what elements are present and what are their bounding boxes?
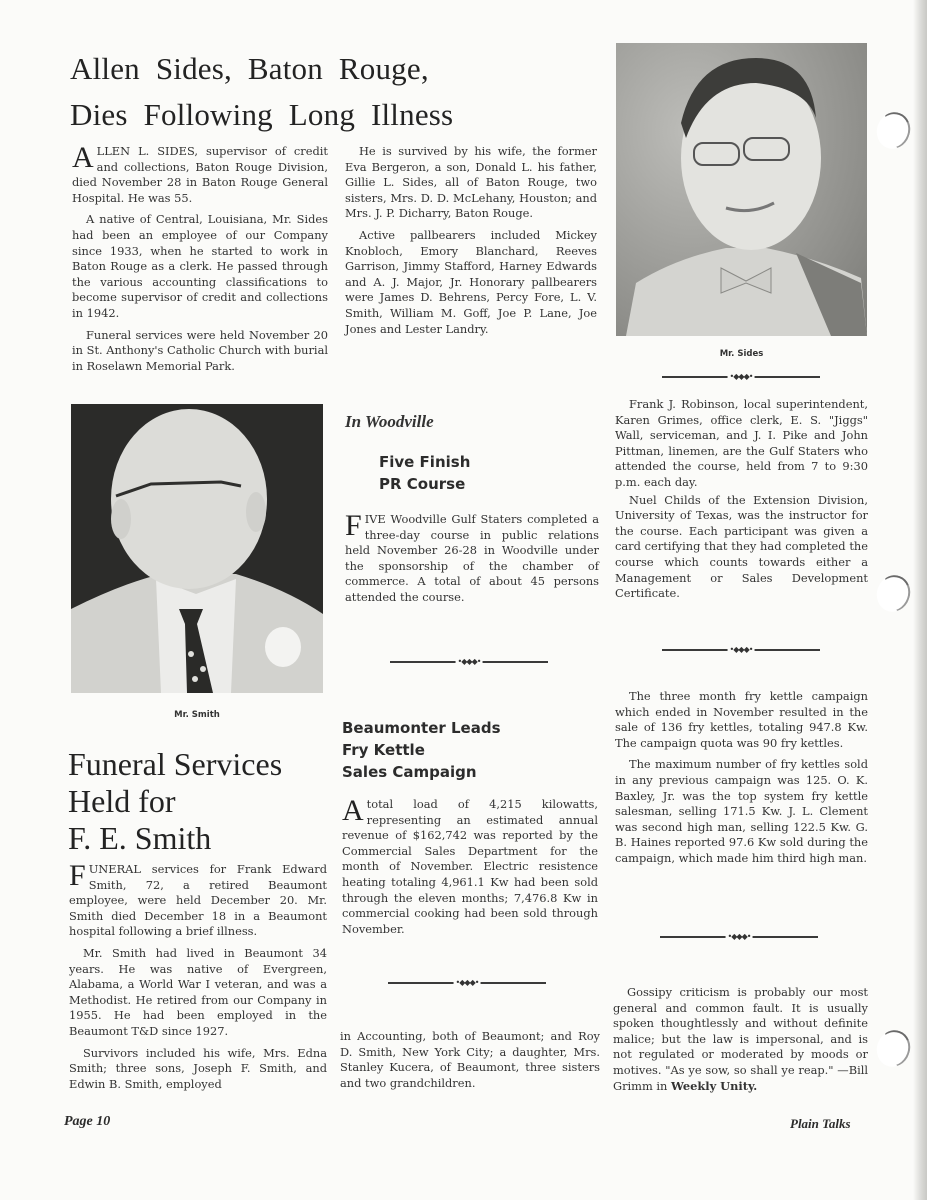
drop-cap: F — [345, 509, 362, 542]
divider-ornament: •◆◆◆• — [727, 932, 751, 941]
smith-article-col1 — [69, 859, 327, 1098]
woodville-headline — [345, 412, 434, 432]
headline-line: Beaumonter Leads — [342, 719, 501, 737]
paragraph — [69, 859, 327, 940]
woodville-article-col3 — [615, 397, 868, 608]
paragraph: Funeral services were held November 20 in St. Anthony's Catholic Church with burial in Roselawn Memorial Park. — [72, 327, 328, 373]
page-number: Page 10 — [64, 1114, 111, 1129]
publication-name: Plain Talks — [790, 1116, 851, 1131]
divider-ornament: •◆◆◆• — [457, 657, 481, 666]
paragraph: Nuel Childs of the Extension Division, University of Texas, was the instructor for the course. Each participant was given a card certifying that they had completed the course which counts towards either a Management or Sales Development Certificate. — [615, 492, 868, 601]
headline-line: Funeral Services — [68, 746, 283, 782]
paragraph — [342, 794, 598, 937]
paragraph-text: LLEN L. SIDES, supervisor of credit and collections, Baton Rouge Division, died November 28 in Baton Rouge General Hospital. He was 55. — [72, 144, 328, 205]
fry-kettle-headline — [342, 717, 501, 783]
photo-mr-smith — [71, 404, 323, 693]
paragraph: Survivors included his wife, Mrs. Edna Smith; three sons, Joseph F. Smith, and Edwin B. Smith, employed — [69, 1045, 327, 1091]
paragraph-text: total load of 4,215 kilowatts, representing an estimated annual revenue of $162,742 was reported by the Commercial Sales Department for the month of November. Electric resistence heating totaling 4,961.1 Kw had been sold through the eleven months; 7,476.8 Kw in commercial cooking had been sold through November. — [342, 797, 598, 936]
photo-caption: Mr. Sides — [719, 349, 764, 359]
section-divider — [390, 658, 548, 666]
woodville-title — [379, 451, 470, 495]
filler-quote — [613, 985, 868, 1100]
paragraph: Active pallbearers included Mickey Knobloch, Emory Blanchard, Reeves Garrison, Jimmy Stafford, Harney Edwards and A. J. Major, Jr. Honorary pallbearers were James D. Behrens, Percy Fore, L. V. Smith, William M. Goff, Joe P. Lane, Joe Jones and Lester Landry. — [345, 227, 597, 336]
divider-ornament: •◆◆◆• — [729, 645, 753, 654]
paragraph: The three month fry kettle campaign which ended in November resulted in the sale of 136 fry kettles, totaling 947.8 Kw. The campaign quota was 90 fry kettles. — [615, 689, 868, 750]
paragraph: Frank J. Robinson, local superintendent, Karen Grimes, office clerk, E. S. "Jiggs" Wall, serviceman, and J. I. Pike and John Pittman, linemen, are the Gulf Staters who attended the course, held from 7 to 9:30 p.m. each day. — [615, 397, 868, 489]
drop-cap: A — [342, 794, 364, 827]
smith-article-continuation — [340, 1029, 600, 1097]
portrait-illustration — [71, 404, 323, 693]
binder-hole — [872, 107, 916, 153]
drop-cap: F — [69, 859, 86, 892]
headline-line: Held for — [68, 783, 176, 819]
portrait-illustration — [616, 43, 867, 336]
sides-article-col1 — [72, 141, 328, 380]
section-divider — [388, 979, 546, 987]
headline-line: Sales Campaign — [342, 763, 477, 781]
fry-kettle-article-col2 — [342, 794, 598, 943]
headline-line: F. E. Smith — [68, 820, 212, 856]
paragraph: He is survived by his wife, the former Eva Bergeron, a son, Donald L. his father, Gillie L. Sides, all of Baton Rouge, two sisters, Mrs. D. D. McLehany, Houston; and Mrs. J. P. Dicharry, Baton Rouge. — [345, 144, 597, 221]
sides-article-col2 — [345, 144, 597, 343]
woodville-article-col2 — [345, 509, 599, 612]
paragraph: Mr. Smith had lived in Beaumont 34 years. He was native of Evergreen, Alabama, a World War I veteran, and was a Methodist. He retired from our Company in 1955. He had been employed in the Beaumont T&D since 1927. — [69, 945, 327, 1038]
section-divider — [662, 373, 820, 381]
headline-line: PR Course — [379, 475, 466, 493]
quote-source: Weekly Unity. — [671, 1078, 758, 1093]
binder-hole — [872, 570, 916, 616]
headline-line: Fry Kettle — [342, 741, 425, 759]
divider-ornament: •◆◆◆• — [455, 978, 479, 987]
paragraph — [345, 509, 599, 606]
fry-kettle-article-col3 — [615, 689, 868, 873]
sides-headline — [70, 46, 610, 138]
binder-hole — [872, 1025, 916, 1071]
kicker: In Woodville — [345, 412, 434, 431]
photo-caption: Mr. Smith — [174, 710, 220, 720]
paragraph — [72, 141, 328, 206]
section-divider — [662, 646, 820, 654]
photo-mr-sides — [616, 43, 867, 336]
quote-text: Gossipy criticism is probably our most general and common fault. It is usually spoken thoughtlessly and without definite malice; but the law is impersonal, and is not regulated or moderated by moods or motives. "As ye sow, so shall ye reap." —Bill Grimm in — [613, 985, 868, 1093]
page-edge-shadow — [913, 0, 927, 1200]
headline-line: Allen Sides, Baton Rouge, — [70, 51, 429, 86]
paragraph: in Accounting, both of Beaumont; and Roy D. Smith, New York City; a daughter, Mrs. Stanley Kucera, of Beaumont, three sisters and two grandchildren. — [340, 1029, 600, 1090]
headline-line: Five Finish — [379, 453, 471, 471]
paragraph-text: UNERAL services for Frank Edward Smith, 72, a retired Beaumont employee, were held December 20. Mr. Smith died December 18 in a Beaumont hospital following a brief illness. — [69, 862, 327, 939]
smith-headline — [68, 746, 282, 857]
drop-cap: A — [72, 141, 94, 174]
paragraph: The maximum number of fry kettles sold in any previous campaign was 125. O. K. Baxley, Jr. was the top system fry kettle salesman, selling 171.5 Kw. J. L. Clement was second high man, selling 122.5 Kw. G. B. Haines reported 97.6 Kw sold during the campaign, which made him third high man. — [615, 757, 868, 865]
paragraph: A native of Central, Louisiana, Mr. Sides had been an employee of our Company since 1933, when he started to work in Baton Rouge as a clerk. He passed through the various accounting classifications to become supervisor of credit and collections in 1942. — [72, 212, 328, 320]
paragraph — [613, 985, 868, 1094]
divider-ornament: •◆◆◆• — [729, 372, 753, 381]
section-divider — [660, 933, 818, 941]
paragraph-text: IVE Woodville Gulf Staters completed a three-day course in public relations held November 26-28 in Woodville under the sponsorship of the chamber of commerce. A total of about 45 persons attended the course. — [345, 512, 599, 604]
headline-line: Dies Following Long Illness — [70, 97, 454, 132]
